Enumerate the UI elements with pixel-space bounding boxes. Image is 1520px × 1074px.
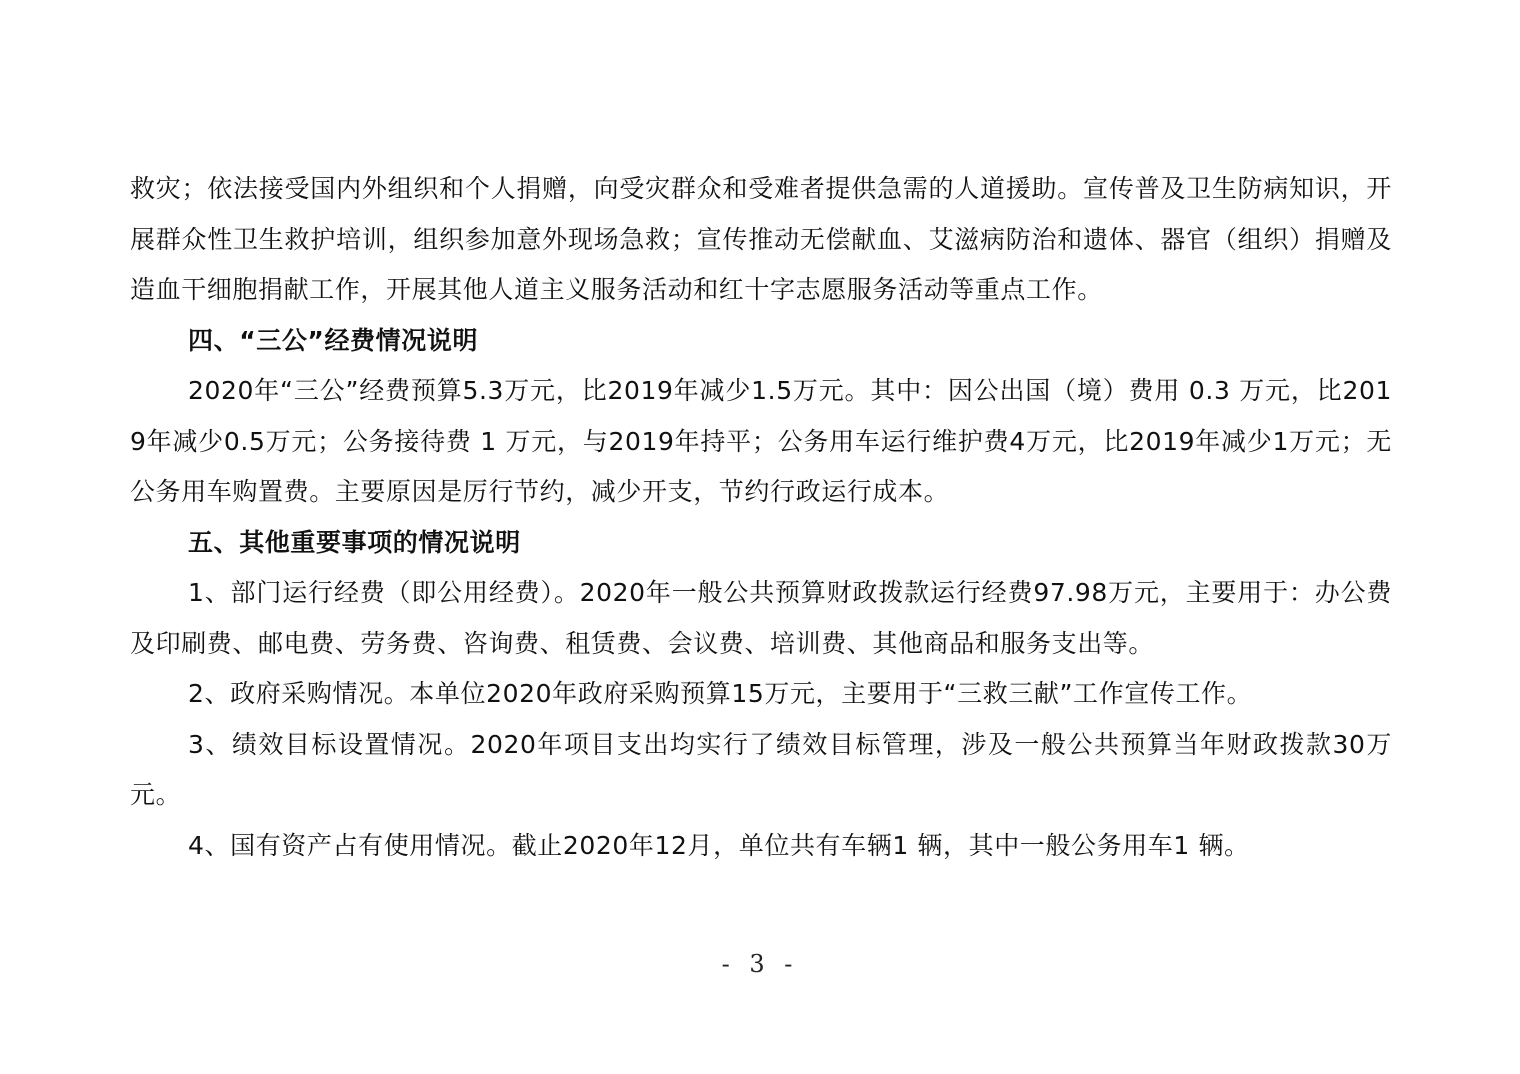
section-heading-five: 五、其他重要事项的情况说明 [188,527,521,557]
body-paragraph-continuation: 救灾；依法接受国内外组织和个人捐赠，向受灾群众和受难者提供急需的人道援助。宣传普及卫生防病知识，开展群众性卫生救护培训，组织参加意外现场急救；宣传推动无偿献血、艾滋病防治和遗体、器官（组织）捐赠及造血干细胞捐献工作，开展其他人道主义服务活动和红十字志愿服务活动等重点工作。 [130,174,1392,304]
body-paragraph-state-assets: 4、国有资产占有使用情况。截止2020年12月，单位共有车辆1 辆，其中一般公务用车1 辆。 [188,830,1250,860]
section-heading-four: 四、“三公”经费情况说明 [188,325,479,355]
document-body [130,164,1392,871]
page-number: - 3 - [721,950,799,978]
body-paragraph-operating-expenses: 1、部门运行经费（即公用经费）。2020年一般公共预算财政拨款运行经费97.98万元，主要用于：办公费及印刷费、邮电费、劳务费、咨询费、租赁费、会议费、培训费、其他商品和服务支出等。 [130,578,1392,658]
body-paragraph-three-public-expenses: 2020年“三公”经费预算5.3万元，比2019年减少1.5万元。其中：因公出国（境）费用 0.3 万元，比2019年减少0.5万元；公务接待费 1 万元，与2019年持平；公务用车运行维护费4万元，比2019年减少1万元；无公务用车购置费。主要原因是厉行节约，减少开支，节约行政运行成本。 [130,376,1392,506]
body-paragraph-procurement: 2、政府采购情况。本单位2020年政府采购预算15万元，主要用于“三救三献”工作宣传工作。 [188,679,1253,708]
body-paragraph-performance-targets: 3、绩效目标设置情况。2020年项目支出均实行了绩效目标管理，涉及一般公共预算当年财政拨款30万元。 [130,729,1392,809]
